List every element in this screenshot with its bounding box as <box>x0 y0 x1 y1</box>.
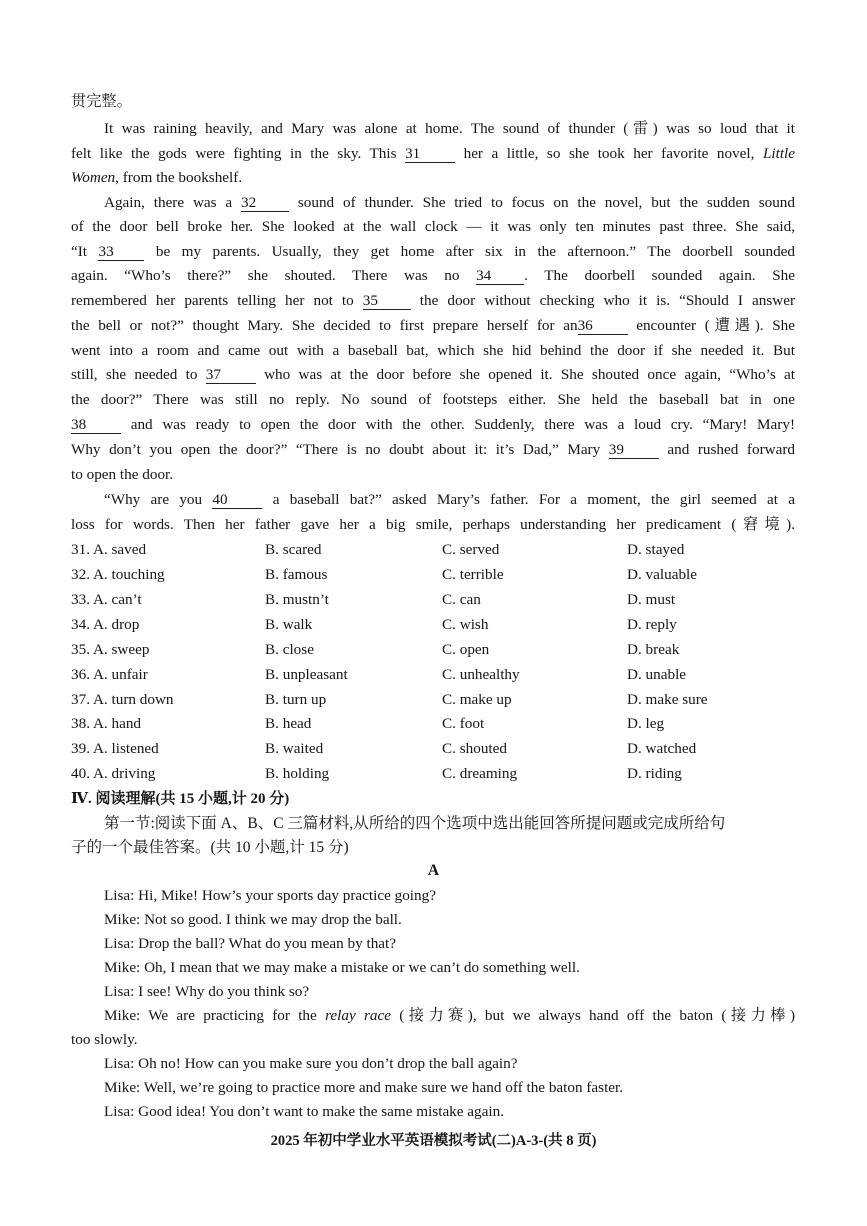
blank-36: 36 <box>578 318 628 335</box>
passage-text: Again, there was a <box>104 194 233 211</box>
dialogue-text: Mike: We are practicing for the <box>104 1007 317 1024</box>
passage-text: the door without checking who it is. “Should I answer <box>419 292 796 309</box>
dialogue-line: Mike: Not so good. I think we may drop the ball. <box>104 911 402 928</box>
passage-line <box>71 316 795 336</box>
passage-text: , from the bookshelf. <box>115 169 243 186</box>
passage-text: still, she needed to <box>71 366 198 383</box>
option-c[interactable]: C. served <box>442 541 500 558</box>
dialogue-line: Lisa: I see! Why do you think so? <box>104 983 310 1000</box>
passage-text: the door?” There was still no reply. No sound of footsteps either. She held the baseball bat in one <box>71 391 795 408</box>
option-d[interactable]: D. make sure <box>627 691 708 708</box>
passage-text: a baseball bat?” asked Mary’s father. For a moment, the girl seemed at a <box>272 491 796 508</box>
option-a[interactable]: 38. A. hand <box>71 715 142 732</box>
option-a[interactable]: 31. A. saved <box>71 541 147 558</box>
italic-term: relay race <box>325 1007 391 1024</box>
passage-line <box>104 490 795 510</box>
passage-line <box>71 415 795 435</box>
passage-text: her a little, so she took her favorite novel, <box>463 145 755 162</box>
blank-35: 35 <box>363 293 411 310</box>
option-c[interactable]: C. open <box>442 641 490 658</box>
option-d[interactable]: D. break <box>627 641 680 658</box>
passage-text: . The doorbell sounded again. She <box>524 267 795 284</box>
passage-line <box>104 193 795 213</box>
passage-text: encounter (遭遇). She <box>636 317 796 334</box>
passage-text: went into a room and came out with a baseball bat, which she hid behind the door if she needed it. But <box>71 342 795 359</box>
option-b[interactable]: B. walk <box>265 616 313 633</box>
blank-37: 37 <box>206 367 256 384</box>
passage-line <box>71 217 795 237</box>
blank-31: 31 <box>405 146 455 163</box>
passage-text: sound of thunder. She tried to focus on the novel, but the sudden sound <box>297 194 795 211</box>
passage-line <box>104 119 795 139</box>
book-title-italic: Little <box>762 145 796 162</box>
option-d[interactable]: D. stayed <box>627 541 685 558</box>
option-d[interactable]: D. leg <box>627 715 665 732</box>
passage-text: It was raining heavily, and Mary was alone at home. The sound of thunder (雷) was so loud that it <box>104 120 795 137</box>
passage-line <box>71 144 795 164</box>
passage-text: “It <box>71 243 88 260</box>
option-c[interactable]: C. dreaming <box>442 765 518 782</box>
option-b[interactable]: B. turn up <box>265 691 327 708</box>
option-a[interactable]: 35. A. sweep <box>71 641 150 658</box>
passage-line <box>71 365 795 385</box>
option-b[interactable]: B. close <box>265 641 314 658</box>
option-b[interactable]: B. unpleasant <box>265 666 348 683</box>
option-d[interactable]: D. unable <box>627 666 687 683</box>
passage-text: of the door bell broke her. She looked at the wall clock — it was only ten minutes past three. She said, <box>71 218 795 235</box>
option-a[interactable]: 32. A. touching <box>71 566 165 583</box>
passage-text: Why don’t you open the door?” “There is no doubt about it: it’s Dad,” Mary <box>71 441 601 458</box>
page-footer: 2025 年初中学业水平英语模拟考试(二)A-3-(共 8 页) <box>270 1133 597 1149</box>
blank-33: 33 <box>98 244 144 261</box>
blank-34: 34 <box>476 268 524 285</box>
option-b[interactable]: B. famous <box>265 566 328 583</box>
passage-line <box>71 515 795 535</box>
dialogue-line: Lisa: Hi, Mike! How’s your sports day practice going? <box>104 887 436 904</box>
option-b[interactable]: B. scared <box>265 541 322 558</box>
option-b[interactable]: B. waited <box>265 740 324 757</box>
dialogue-line: Lisa: Good idea! You don’t want to make the same mistake again. <box>104 1103 504 1120</box>
option-d[interactable]: D. watched <box>627 740 697 757</box>
option-a[interactable]: 37. A. turn down <box>71 691 174 708</box>
option-b[interactable]: B. head <box>265 715 312 732</box>
option-a[interactable]: 33. A. can’t <box>71 591 142 608</box>
dialogue-line: Mike: Oh, I mean that we may make a mistake or we can’t do something well. <box>104 959 580 976</box>
blank-38: 38 <box>71 417 121 434</box>
option-c[interactable]: C. can <box>442 591 481 608</box>
option-a[interactable]: 36. A. unfair <box>71 666 148 683</box>
passage-text: and was ready to open the door with the other. Suddenly, there was a loud cry. “Mary! Mary! <box>130 416 795 433</box>
option-c[interactable]: C. shouted <box>442 740 507 757</box>
blank-40: 40 <box>212 492 262 509</box>
option-d[interactable]: D. valuable <box>627 566 698 583</box>
option-c[interactable]: C. unhealthy <box>442 666 520 683</box>
passage-line <box>71 92 795 112</box>
passage-text: loss for words. Then her father gave her a big smile, perhaps understanding her predicament (窘境). <box>71 516 795 533</box>
section-instruction: 第一节:阅读下面 A、B、C 三篇材料,从所给的四个选项中选出能回答所提问题或完成所给句 <box>104 815 726 832</box>
option-d[interactable]: D. reply <box>627 616 677 633</box>
section-instruction: 子的一个最佳答案。(共 10 小题,计 15 分) <box>71 839 349 856</box>
option-c[interactable]: C. make up <box>442 691 512 708</box>
passage-text: felt like the gods were fighting in the sky. This <box>71 145 397 162</box>
option-b[interactable]: B. holding <box>265 765 330 782</box>
section-heading: Ⅳ. 阅读理解(共 15 小题,计 20 分) <box>71 791 290 807</box>
option-a[interactable]: 40. A. driving <box>71 765 156 782</box>
dialogue-line: too slowly. <box>71 1031 138 1048</box>
option-d[interactable]: D. must <box>627 591 676 608</box>
blank-32: 32 <box>241 195 289 212</box>
passage-text: 贯完整。 <box>71 93 132 110</box>
passage-line <box>71 465 795 485</box>
passage-line <box>71 341 795 361</box>
dialogue-line: Mike: Well, we’re going to practice more and make sure we hand off the baton faster. <box>104 1079 624 1096</box>
passage-text: “Why are you <box>104 491 203 508</box>
option-b[interactable]: B. mustn’t <box>265 591 329 608</box>
option-a[interactable]: 39. A. listened <box>71 740 159 757</box>
book-title-italic: Women <box>71 169 116 186</box>
passage-line <box>71 390 795 410</box>
passage-line <box>71 291 795 311</box>
passage-text: and rushed forward <box>667 441 795 458</box>
passage-text: again. “Who’s there?” she shouted. There was no <box>71 267 460 284</box>
option-d[interactable]: D. riding <box>627 765 682 782</box>
dialogue-text: (接力赛), but we always hand off the baton (接力棒) <box>399 1007 795 1024</box>
passage-line <box>71 168 795 188</box>
option-a[interactable]: 34. A. drop <box>71 616 140 633</box>
blank-39: 39 <box>609 442 659 459</box>
option-c[interactable]: C. wish <box>442 616 489 633</box>
passage-text: be my parents. Usually, they get home after six in the afternoon.” The doorbell sounded <box>155 243 796 260</box>
part-a-title: A <box>427 862 440 879</box>
passage-line <box>71 266 795 286</box>
dialogue-line: Lisa: Drop the ball? What do you mean by that? <box>104 935 396 952</box>
passage-line <box>71 242 795 262</box>
passage-text: to open the door. <box>71 466 174 483</box>
option-c[interactable]: C. terrible <box>442 566 504 583</box>
option-c[interactable]: C. foot <box>442 715 485 732</box>
dialogue-line <box>104 1006 795 1026</box>
dialogue-line: Lisa: Oh no! How can you make sure you don’t drop the ball again? <box>104 1055 518 1072</box>
passage-text: the bell or not?” thought Mary. She decided to first prepare herself for an <box>71 317 578 334</box>
passage-text: remembered her parents telling her not to <box>71 292 354 309</box>
passage-line <box>71 440 795 460</box>
passage-text: who was at the door before she opened it. She shouted once again, “Who’s at <box>264 366 795 383</box>
